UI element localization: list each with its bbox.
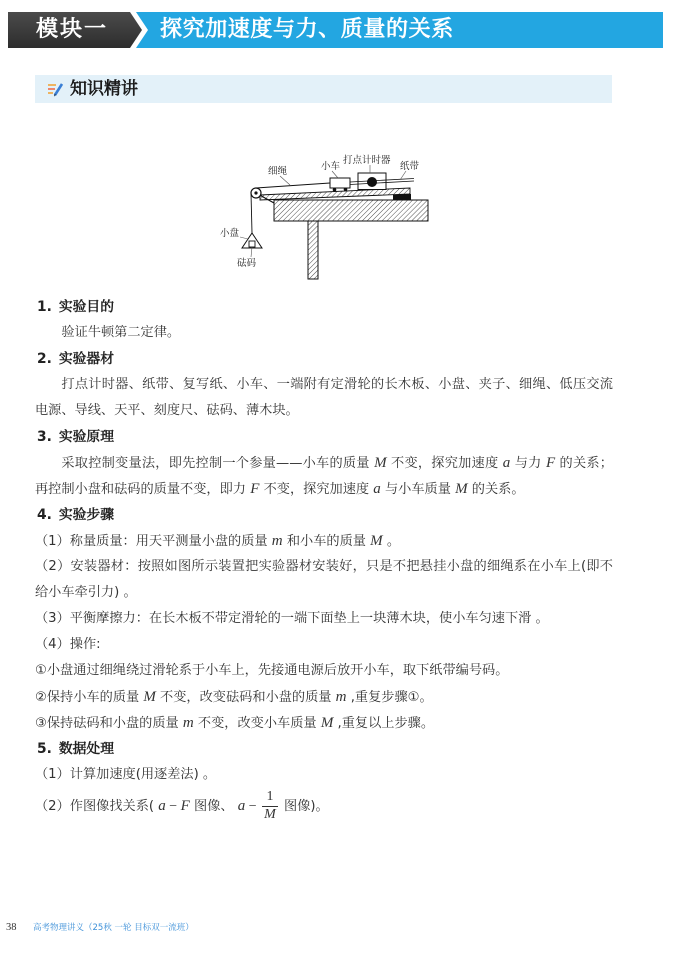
module-label: 模块一 (36, 17, 109, 42)
step-text-line (35, 632, 613, 658)
label-string: 细绳 (268, 166, 288, 177)
section-heading-steps (35, 502, 613, 528)
section-heading-principle (35, 424, 613, 450)
thin-wood-block (393, 194, 411, 200)
hanging-string (251, 193, 252, 233)
text-run: （2）安装器材：按照如图所示装置把实验器材安装好，只是不把悬挂小盘的细绳系在小车上(即不 (35, 559, 613, 574)
text-run: ,重复以上步骤。 (333, 716, 435, 731)
label-leader-line (240, 237, 248, 239)
label-cart: 小车 (321, 161, 341, 172)
math-symbol: M (370, 533, 383, 549)
text-run: 验证牛顿第二定律。 (61, 325, 181, 340)
text-run: ②保持小车的质量 (35, 690, 144, 705)
fraction-denominator: M (264, 807, 276, 822)
section-bar-title: 知识精讲 (70, 79, 138, 99)
text-run: 图像)。 (279, 799, 329, 814)
label-weights: 砝码 (237, 258, 257, 269)
section-title: 实验原理 (58, 429, 115, 445)
text-run: 的关系； (555, 456, 613, 471)
cart-wheel (333, 188, 337, 192)
text-run: 和小车的质量 (282, 534, 371, 549)
section-heading-data-processing (35, 736, 613, 762)
table-leg (308, 221, 318, 279)
timer-disc (367, 177, 377, 187)
text-run: 再控制小盘和砝码的质量不变，即力 (35, 482, 251, 497)
label-timer: 打点计时器 (343, 155, 391, 166)
label-leader-line (332, 171, 338, 178)
section-number: 2. (37, 351, 52, 367)
equipment-text-line (35, 372, 613, 398)
step-text-line (35, 528, 613, 554)
step-text-line (35, 606, 613, 632)
text-run: 给小车牵引力) 。 (35, 585, 137, 600)
data-processing-text-line (35, 788, 613, 824)
text-run: 打点计时器、纸带、复写纸、小车、一端附有定滑轮的长木板、小盘、夹子、细绳、低压交流 (61, 377, 613, 392)
weight (249, 241, 255, 247)
math-symbol: F (180, 798, 190, 814)
text-run: （3）平衡摩擦力：在长木板不带定滑轮的一端下面垫上一块薄木块，使小车匀速下滑 。 (35, 611, 549, 626)
text-run: （4）操作: (35, 637, 101, 652)
step-text-line (35, 710, 613, 736)
text-run: ,重复步骤①。 (346, 690, 433, 705)
label-tape: 纸带 (400, 161, 420, 172)
math-symbol: M (455, 481, 468, 497)
label-leader-line (280, 176, 290, 185)
table-top (274, 200, 428, 221)
section-heading-equipment (35, 346, 613, 372)
principle-text-line (35, 476, 613, 502)
text-run: 与小车质量 (380, 482, 456, 497)
section-title: 数据处理 (58, 741, 115, 757)
section-number: 4. (37, 507, 52, 523)
step-text-line (35, 554, 613, 580)
label-pan: 小盘 (220, 228, 240, 239)
equipment-text-line (35, 398, 613, 424)
math-symbol: M (143, 689, 156, 705)
text-run: 采取控制变量法，即先控制一个参量——小车的质量 (61, 456, 375, 471)
math-operator: − (245, 799, 261, 814)
pencil-note-icon (47, 81, 63, 97)
apparatus-diagram (210, 145, 440, 285)
principle-text-line (35, 450, 613, 476)
fraction-numerator: 1 (266, 789, 274, 804)
math-operator: − (165, 799, 181, 814)
math-symbol: a (158, 798, 166, 814)
math-symbol: a (373, 481, 381, 497)
text-run: （1）计算加速度(用逐差法) 。 (35, 767, 217, 782)
data-processing-text-line (35, 762, 613, 788)
text-run: （2）作图像找关系( (35, 799, 159, 814)
section-bar (35, 75, 612, 103)
section-number: 3. (37, 429, 52, 445)
text-run: 不变，探究加速度 (259, 482, 374, 497)
section-title: 实验器材 (58, 351, 115, 367)
text-run: 。 (382, 534, 401, 549)
page-number: 38 (6, 922, 17, 933)
section-number: 1. (37, 299, 52, 315)
math-symbol: a (502, 455, 511, 471)
section-title: 实验目的 (58, 299, 115, 315)
section-title: 实验步骤 (58, 507, 115, 523)
math-symbol: m (335, 689, 347, 705)
math-symbol: m (271, 533, 283, 549)
math-symbol: M (374, 455, 387, 471)
cart-wheel (344, 188, 348, 192)
step-text-line (35, 684, 613, 710)
step-text-line (35, 580, 613, 606)
cart (330, 178, 350, 188)
text-run: 图像、 (189, 799, 238, 814)
math-symbol: m (182, 715, 194, 731)
text-run: ③保持砝码和小盘的质量 (35, 716, 183, 731)
text-run: 不变，改变小车质量 (193, 716, 321, 731)
purpose-text (35, 320, 613, 346)
text-run: 不变，探究加速度 (386, 456, 503, 471)
lecture-content (35, 294, 613, 824)
text-run: 与力 (510, 456, 546, 471)
math-symbol: F (250, 481, 260, 497)
math-symbol: M (320, 715, 334, 731)
math-symbol: F (545, 455, 556, 471)
string (256, 183, 330, 188)
text-run: 不变，改变砝码和小盘的质量 (155, 690, 336, 705)
text-run: 的关系。 (467, 482, 525, 497)
math-symbol: a (237, 798, 246, 814)
book-title-footer: 高考物理讲义（25秋 一轮 目标双一流班） (33, 923, 194, 933)
fraction (262, 790, 278, 822)
text-run: ①小盘通过细绳绕过滑轮系于小车上，先接通电源后放开小车，取下纸带编号码。 (35, 663, 509, 678)
text-run: 电源、导线、天平、刻度尺、砝码、薄木块。 (35, 403, 299, 418)
text-run: （1）称量质量：用天平测量小盘的质量 (35, 534, 272, 549)
section-heading-purpose (35, 294, 613, 320)
module-title: 探究加速度与力、质量的关系 (160, 17, 454, 42)
pulley-axle (254, 191, 257, 194)
section-number: 5. (37, 741, 52, 757)
step-text-line (35, 658, 613, 684)
